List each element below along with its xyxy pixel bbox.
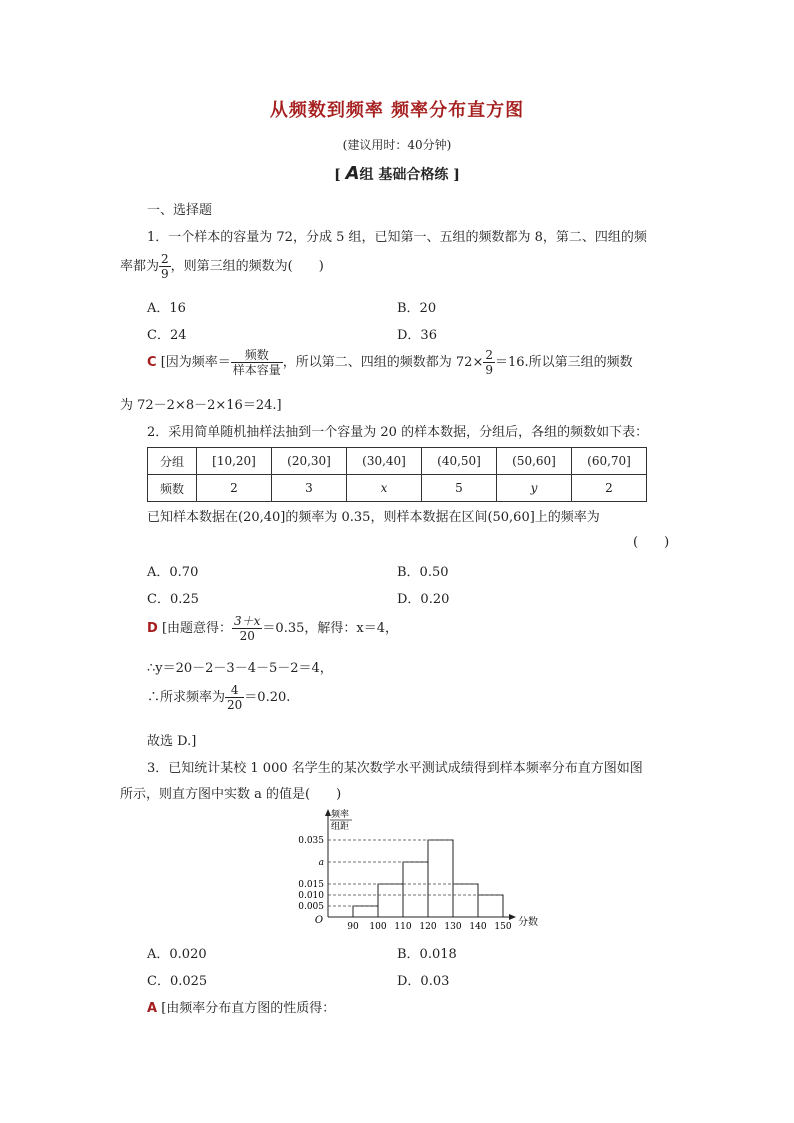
q3-line2: 所示，则直方图中实数 a 的值是( ) [120, 787, 342, 802]
q1-option-c: C．24 [147, 328, 187, 343]
q2-line2: 已知样本数据在(20,40]的频率为 0.35，则样本数据在区间(50,60]上的频率为 [147, 510, 600, 525]
x-tick-label: 110 [394, 922, 412, 932]
q1-line2-pre: 率都为 [120, 259, 160, 274]
q2-option-d: D．0.20 [397, 592, 450, 607]
q2-answer3-pre: ∴所求频率为 [147, 690, 226, 705]
group-letter: A [345, 163, 360, 184]
q1-answer-fraction-num: 频数 [231, 348, 283, 363]
suggested-time: (建议用时：40分钟) [342, 138, 452, 152]
section-heading: 一、选择题 [147, 203, 213, 218]
table-cell: (30,40] [347, 448, 422, 475]
y-tick-label: a [318, 858, 324, 868]
table-cell: y [497, 475, 572, 502]
q2-answer3-fraction [225, 683, 244, 712]
q3-answer [147, 997, 335, 1016]
q3-option-b: B．0.018 [397, 947, 457, 962]
q2-answer-fraction [232, 614, 262, 643]
x-tick-label: 100 [369, 922, 387, 932]
q1-line2-post: ，则第三组的频数为( ) [170, 259, 324, 274]
frequency-table [147, 447, 647, 502]
x-tick-label: 140 [469, 922, 487, 932]
q1-answer-line2: 为 72－2×8－2×16＝24.] [120, 398, 282, 413]
q1-answer-fraction [231, 348, 283, 377]
q2-option-b: B．0.50 [397, 565, 449, 580]
y-axis-label-bottom: 组距 [331, 822, 350, 832]
group-label: 组 基础合格练 [359, 167, 449, 183]
table-cell: (20,30] [272, 448, 347, 475]
x-axis-arrow [509, 914, 516, 920]
q1-answer-pre: [因为频率＝ [160, 355, 231, 370]
q2-answer3-post: ＝0.20. [244, 690, 291, 705]
histogram-bar [353, 906, 378, 917]
table-cell: x [347, 475, 422, 502]
q1-fraction [159, 252, 171, 281]
q3-option-a: A．0.020 [147, 947, 207, 962]
q2-option-a: A．0.70 [147, 565, 199, 580]
q2-option-c: C．0.25 [147, 592, 199, 607]
table-cell: 5 [422, 475, 497, 502]
q2-answer3-fraction-num: 4 [225, 683, 244, 698]
q2-answer-pre: [由题意得： [161, 621, 233, 636]
q1-answer-fraction-den: 样本容量 [232, 363, 281, 377]
q3-answer-letter: A [147, 1001, 158, 1016]
q3-line1: 3．已知统计某校 1 000 名学生的某次数学水平测试成绩得到样本频率分布直方图如图 [147, 761, 643, 776]
origin-label: O [314, 915, 324, 926]
q1-answer-fraction2 [483, 348, 495, 377]
table-cell: 分组 [148, 448, 197, 475]
q2-answer-fraction-den: 20 [239, 629, 255, 643]
q2-answer-post: ＝0.35，解得：x＝4， [262, 621, 398, 636]
q2-paren: ( ) [633, 535, 670, 550]
x-tick-label: 150 [494, 922, 512, 932]
histogram-bar [403, 862, 428, 917]
table-row-frequency [148, 475, 647, 502]
q3-answer-text: [由频率分布直方图的性质得： [161, 1001, 336, 1016]
q2-text: 2．采用简单随机抽样法抽到一个容量为 20 的样本数据，分组后，各组的频数如下表： [147, 425, 649, 440]
y-axis-label-top: 频率 [331, 810, 350, 820]
q1-option-a: A．16 [147, 301, 186, 316]
q2-answer-line1 [147, 614, 398, 643]
q2-answer-line3 [147, 683, 290, 712]
table-cell: 2 [572, 475, 647, 502]
frequency-histogram [290, 805, 540, 935]
q3-option-c: C．0.025 [147, 974, 208, 989]
y-tick-label: 0.005 [298, 902, 324, 912]
q1-fraction-den: 9 [161, 267, 169, 281]
table-cell: 频数 [148, 475, 197, 502]
table-cell: [10,20] [197, 448, 272, 475]
q2-answer-fraction-num: 3＋x [234, 614, 261, 628]
table-cell: 2 [197, 475, 272, 502]
q2-answer-line4: 故选 D.] [147, 734, 197, 749]
q1-fraction-num: 2 [161, 252, 169, 266]
q2-answer-letter: D [147, 621, 158, 636]
y-tick-label: 0.010 [298, 891, 324, 901]
q2-answer3-fraction-den: 20 [227, 698, 243, 712]
q1-answer-mid: ，所以第二、四组的频数都为 72× [282, 355, 484, 370]
x-axis-label: 分数 [518, 917, 538, 928]
x-tick-label: 90 [347, 922, 359, 932]
q1-option-d: D．36 [397, 328, 437, 343]
q1-answer-fraction2-den: 9 [485, 363, 493, 377]
table-cell: 3 [272, 475, 347, 502]
table-cell: (60,70] [572, 448, 647, 475]
group-bracket-open: [ [334, 167, 341, 183]
histogram-bar [378, 884, 403, 917]
q1-answer-letter: C [147, 355, 157, 370]
q1-line2 [120, 252, 324, 281]
y-tick-label: 0.015 [298, 880, 324, 890]
table-cell: (50,60] [497, 448, 572, 475]
y-tick-label: 0.035 [298, 836, 324, 846]
histogram-bar [428, 840, 453, 917]
group-heading [0, 163, 794, 184]
histogram-bar [453, 884, 478, 917]
group-bracket-close: ] [453, 167, 460, 183]
q2-answer-line2: ∴y＝20－2－3－4－5－2＝4， [147, 661, 333, 676]
q1-answer [147, 348, 633, 377]
page-title: 从频数到频率 频率分布直方图 [269, 100, 525, 121]
q1-answer-post: ＝16.所以第三组的频数 [495, 355, 633, 370]
table-row-header [148, 448, 647, 475]
q3-option-d: D．0.03 [397, 974, 450, 989]
histogram-bar [478, 895, 503, 917]
x-tick-label: 130 [444, 922, 462, 932]
q1-answer-fraction2-num: 2 [485, 348, 493, 362]
table-cell: (40,50] [422, 448, 497, 475]
q1-line1: 1．一个样本的容量为 72，分成 5 组，已知第一、五组的频数都为 8，第二、四组的频 [147, 230, 647, 245]
q1-option-b: B．20 [397, 301, 437, 316]
x-tick-label: 120 [419, 922, 437, 932]
